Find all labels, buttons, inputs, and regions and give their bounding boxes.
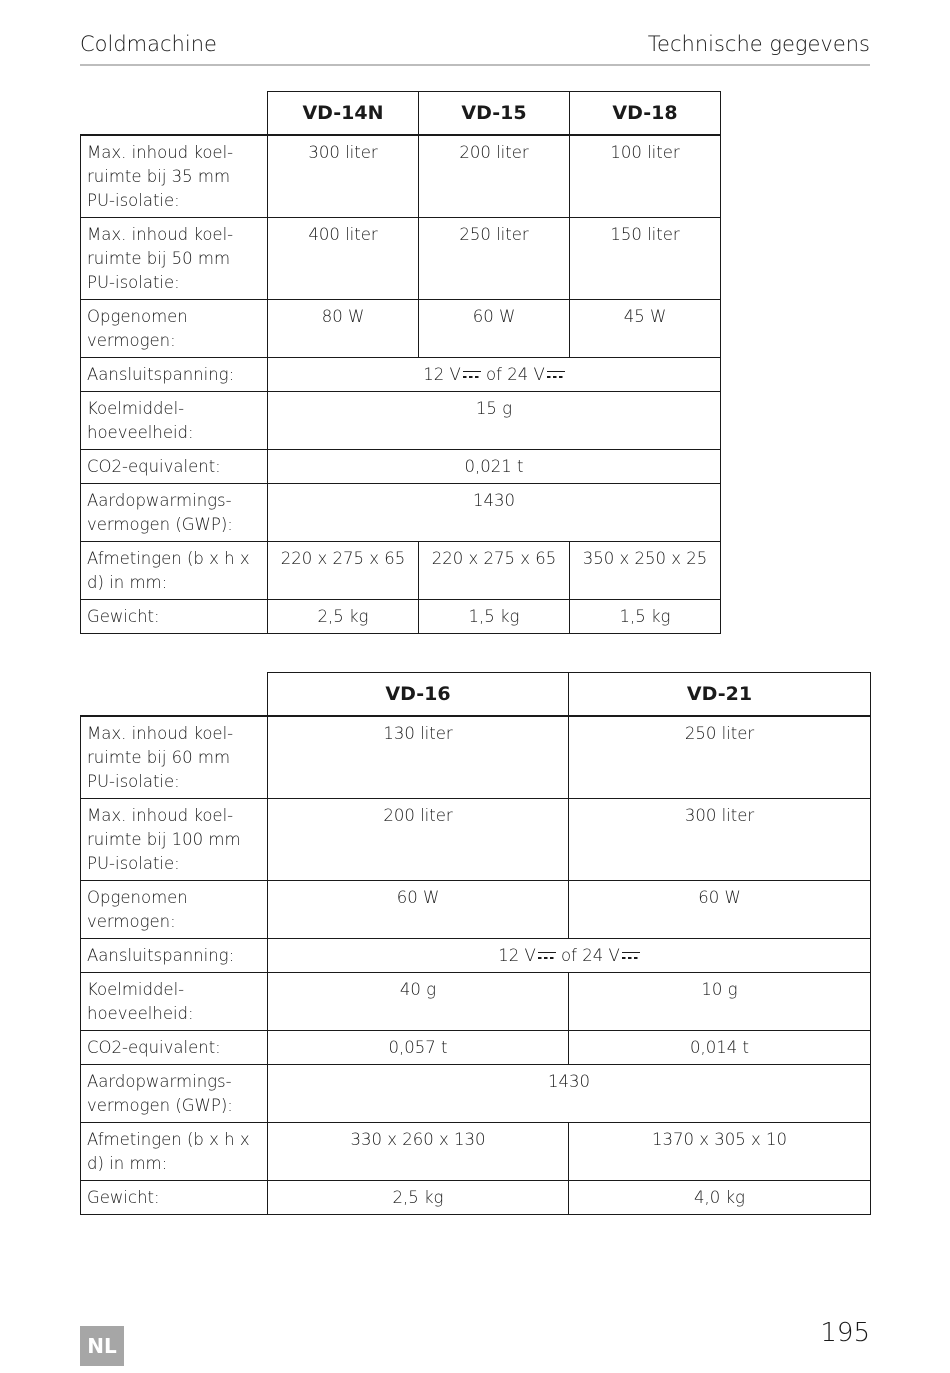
row-label: Afmetingen (b x h x d) in mm: <box>81 542 268 600</box>
cell-value: 0,014 t <box>569 1031 871 1065</box>
voltage-value-1: 12 V <box>423 365 461 384</box>
row-label: Max. inhoud koel-ruimte bij 60 mm PU-isolatie: <box>81 716 268 799</box>
table-row <box>81 939 871 973</box>
cell-value: 300 liter <box>569 799 871 881</box>
model-vd-15-header: VD-15 <box>419 92 570 136</box>
model-vd-18-header: VD-18 <box>570 92 721 136</box>
row-label: CO2-equivalent: <box>81 1031 268 1065</box>
cell-value: 220 x 275 x 65 <box>419 542 570 600</box>
cell-value: 300 liter <box>268 135 419 218</box>
spec-table-2 <box>80 672 871 1215</box>
cell-value: 220 x 275 x 65 <box>268 542 419 600</box>
cell-value: 10 g <box>569 973 871 1031</box>
table-row <box>81 135 721 218</box>
table-row <box>81 799 871 881</box>
dc-symbol-icon <box>547 371 565 379</box>
table-row <box>81 450 721 484</box>
table-row <box>81 542 721 600</box>
dc-symbol-icon <box>622 952 640 960</box>
row-label: Koelmiddel-hoeveelheid: <box>81 973 268 1031</box>
table-row <box>81 1065 871 1123</box>
table-row <box>81 1181 871 1215</box>
row-label: CO2-equivalent: <box>81 450 268 484</box>
voltage-value-2: 24 V <box>582 946 620 965</box>
cell-value: 2,5 kg <box>268 1181 569 1215</box>
header-corner <box>81 92 268 136</box>
model-vd-21-header: VD-21 <box>569 673 871 717</box>
cell-value: 0,057 t <box>268 1031 569 1065</box>
table-row <box>81 300 721 358</box>
cell-value: 80 W <box>268 300 419 358</box>
cell-value: 60 W <box>569 881 871 939</box>
row-label: Gewicht: <box>81 1181 268 1215</box>
cell-value: 200 liter <box>268 799 569 881</box>
row-label: Max. inhoud koel-ruimte bij 50 mm PU-isolatie: <box>81 218 268 300</box>
cell-value: 60 W <box>268 881 569 939</box>
table-row <box>81 218 721 300</box>
cell-value: 350 x 250 x 25 <box>570 542 721 600</box>
header-corner <box>81 673 268 717</box>
table-row <box>81 600 721 634</box>
row-label: Aansluitspanning: <box>81 939 268 973</box>
table-row <box>81 484 721 542</box>
cell-value: 1430 <box>268 484 721 542</box>
table-row <box>81 716 871 799</box>
voltage-value-1: 12 V <box>498 946 536 965</box>
cell-value: 200 liter <box>419 135 570 218</box>
voltage-separator: of <box>561 946 577 965</box>
row-label: Opgenomen vermogen: <box>81 300 268 358</box>
row-label: Gewicht: <box>81 600 268 634</box>
voltage-cell <box>268 939 871 973</box>
row-label: Aardopwarmings-vermogen (GWP): <box>81 1065 268 1123</box>
row-label: Aardopwarmings-vermogen (GWP): <box>81 484 268 542</box>
row-label: Afmetingen (b x h x d) in mm: <box>81 1123 268 1181</box>
table-header-row <box>81 92 721 136</box>
language-badge: NL <box>80 1326 124 1366</box>
cell-value: 250 liter <box>419 218 570 300</box>
voltage-separator: of <box>486 365 502 384</box>
cell-value: 45 W <box>570 300 721 358</box>
row-label: Max. inhoud koel-ruimte bij 35 mm PU-isolatie: <box>81 135 268 218</box>
row-label: Opgenomen vermogen: <box>81 881 268 939</box>
page-header <box>80 30 870 66</box>
voltage-cell <box>268 358 721 392</box>
cell-value: 150 liter <box>570 218 721 300</box>
table-row <box>81 1031 871 1065</box>
table-header-row <box>81 673 871 717</box>
cell-value: 400 liter <box>268 218 419 300</box>
cell-value: 60 W <box>419 300 570 358</box>
header-section-title: Technische gegevens <box>647 32 870 56</box>
row-label: Aansluitspanning: <box>81 358 268 392</box>
cell-value: 330 x 260 x 130 <box>268 1123 569 1181</box>
cell-value: 130 liter <box>268 716 569 799</box>
model-vd-16-header: VD-16 <box>268 673 569 717</box>
table-row <box>81 358 721 392</box>
cell-value: 2,5 kg <box>268 600 419 634</box>
page-number: 195 <box>820 1318 870 1348</box>
table-row <box>81 392 721 450</box>
table-row <box>81 973 871 1031</box>
model-vd-14n-header: VD-14N <box>268 92 419 136</box>
cell-value: 4,0 kg <box>569 1181 871 1215</box>
cell-value: 0,021 t <box>268 450 721 484</box>
row-label: Max. inhoud koel-ruimte bij 100 mm PU-isolatie: <box>81 799 268 881</box>
cell-value: 1430 <box>268 1065 871 1123</box>
cell-value: 15 g <box>268 392 721 450</box>
voltage-value-2: 24 V <box>507 365 545 384</box>
dc-symbol-icon <box>538 952 556 960</box>
table-row <box>81 1123 871 1181</box>
cell-value: 40 g <box>268 973 569 1031</box>
row-label: Koelmiddel-hoeveelheid: <box>81 392 268 450</box>
table-row <box>81 881 871 939</box>
cell-value: 1370 x 305 x 10 <box>569 1123 871 1181</box>
cell-value: 1,5 kg <box>570 600 721 634</box>
dc-symbol-icon <box>463 371 481 379</box>
header-product-title: Coldmachine <box>80 32 217 56</box>
cell-value: 250 liter <box>569 716 871 799</box>
spec-table-1 <box>80 91 721 634</box>
cell-value: 1,5 kg <box>419 600 570 634</box>
cell-value: 100 liter <box>570 135 721 218</box>
